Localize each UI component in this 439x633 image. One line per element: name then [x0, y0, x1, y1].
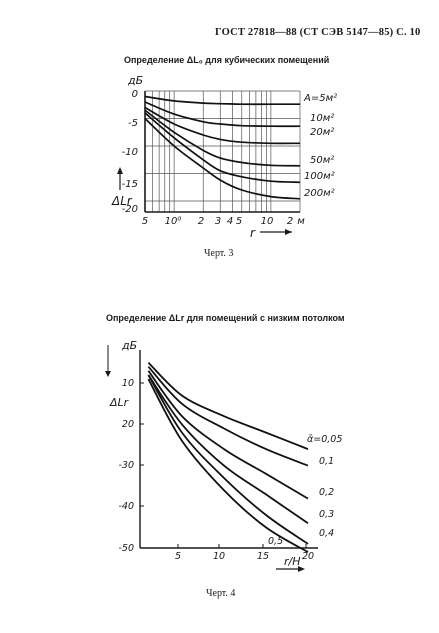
chart4-curve-label: 0,4	[319, 528, 335, 539]
chart4-curve-label: 0,2	[319, 487, 335, 498]
chart4-xtick: 10	[212, 551, 226, 562]
chart3-curve-label: 200м²	[304, 188, 335, 199]
chart3-xtick: 2	[286, 216, 294, 227]
chart3-xlabel: r	[250, 226, 255, 240]
chart4-series-line	[148, 375, 308, 544]
chart4-caption: Черт. 4	[206, 588, 236, 599]
chart3-unit-label: дБ	[128, 74, 144, 87]
chart3-ytick: -20	[121, 204, 138, 215]
chart4-ytick: -50	[118, 543, 134, 554]
chart4-curve-label: 0,5	[268, 536, 284, 547]
chart3-ylabel: ΔLr	[112, 194, 132, 208]
chart4-xtick: 15	[256, 551, 270, 562]
chart3-xtick: 10	[260, 216, 274, 227]
chart3-caption: Черт. 3	[204, 248, 234, 259]
chart3-curve-label: 10м²	[310, 113, 335, 124]
chart3-xtick: 4	[226, 216, 234, 227]
chart3-title: Определение ΔL₀ для кубических помещений	[124, 55, 330, 65]
chart3-curve-label: 100м²	[304, 171, 335, 182]
chart3-xtick: м	[297, 216, 305, 227]
chart3-curve-label: 50м²	[310, 155, 335, 166]
chart3-ytick: -10	[121, 147, 138, 158]
chart4-curve-label: ᾱ=0,05	[307, 434, 343, 445]
chart4-series-line	[148, 371, 308, 499]
chart3-ytick: 0	[131, 89, 138, 100]
chart3-xtick: 5	[141, 216, 149, 227]
chart4-title: Определение ΔLr для помещений с низким потолком	[106, 313, 345, 323]
chart4-curve-label: 0,1	[319, 456, 335, 467]
chart4-unit-label: дБ	[122, 339, 138, 352]
chart3-ytick: -15	[121, 179, 138, 190]
chart4-ytick: -40	[118, 501, 134, 512]
chart4-axes	[105, 345, 318, 572]
chart3-xtick: 5	[235, 216, 243, 227]
chart4-xtick: 20	[301, 551, 315, 562]
chart4-curves	[148, 363, 308, 552]
chart4-curve-label: 0,3	[319, 509, 335, 520]
chart3-curve-label: A=5м²	[304, 93, 338, 104]
chart3-xtick: 2	[197, 216, 205, 227]
chart4-ytick: 10	[121, 378, 134, 389]
chart3-curve-label: 20м²	[310, 127, 335, 138]
chart3-ytick: -5	[128, 118, 138, 129]
chart3-xtick: 3	[214, 216, 222, 227]
chart4-curve-labels	[268, 434, 342, 547]
chart4-ytick: 20	[121, 419, 134, 430]
chart4-ytick: -30	[118, 460, 134, 471]
page-header: ГОСТ 27818—88 (СТ СЭВ 5147—85) С. 10	[215, 27, 421, 38]
chart4-ylabel: ΔLr	[110, 396, 129, 409]
chart4-xtick: 5	[174, 551, 182, 562]
chart3-xtick: 10⁰	[164, 216, 182, 227]
chart4-xlabel: r/H	[284, 555, 301, 568]
chart4-series-line	[148, 375, 308, 523]
